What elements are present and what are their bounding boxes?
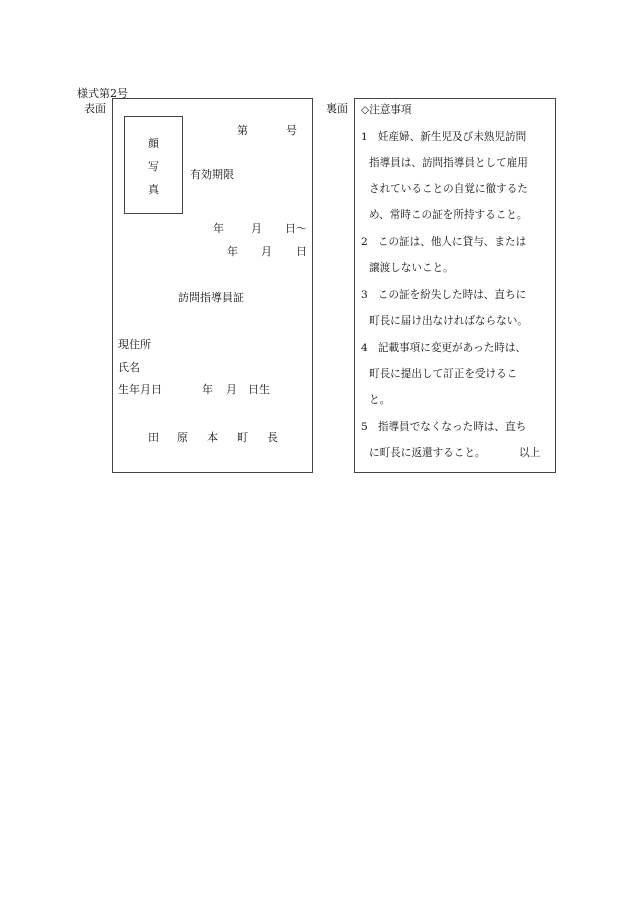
photo-char-1: 顔 <box>148 137 159 150</box>
notes-heading: ◇注意事項 <box>361 104 412 116</box>
issuer-char-3: 本 <box>207 431 218 444</box>
note-item-1 <box>361 132 526 143</box>
photo-char-2: 写 <box>148 160 159 173</box>
note-line: 町長に提出して訂正を受けるこ <box>369 368 518 380</box>
closing-mark: 以上 <box>519 447 541 459</box>
back-card <box>354 98 556 473</box>
note-line: この証を紛失した時は、直ちに <box>377 289 527 301</box>
note-line: 町長に届け出なければならない。 <box>369 315 528 327</box>
form-number: 様式第2号 <box>77 87 128 100</box>
birth-year: 年 <box>202 383 213 396</box>
birth-day: 日生 <box>248 383 270 396</box>
note-line: と。 <box>369 394 391 406</box>
issuer-char-5: 長 <box>267 431 278 444</box>
note-line: め、常時この証を所持すること。 <box>369 209 528 221</box>
back-label: 裏面 <box>326 102 348 115</box>
note-item-5 <box>361 422 526 433</box>
issuer-char-4: 町 <box>237 431 248 444</box>
note-line: に町長に返還すること。 <box>369 447 486 459</box>
note-line: されていることの自覚に徹するた <box>369 183 528 195</box>
note-line: 記載事項に変更があった時は、 <box>377 342 527 354</box>
note-line: 指導員は、訪問指導員として雇用 <box>369 157 528 169</box>
photo-char-3: 真 <box>148 183 159 196</box>
note-line: 指導員でなくなった時は、直ち <box>377 421 527 433</box>
end-day: 日 <box>296 245 307 258</box>
note-number: 3 <box>361 289 368 301</box>
birth-label: 生年月日 <box>118 383 162 396</box>
end-month: 月 <box>261 245 272 258</box>
note-number: 2 <box>361 236 368 248</box>
note-item-4 <box>361 343 526 354</box>
number-suffix: 号 <box>286 124 297 137</box>
validity-label: 有効期限 <box>190 168 234 181</box>
start-year: 年 <box>213 222 224 235</box>
issuer-char-2: 原 <box>177 431 188 444</box>
name-label: 氏名 <box>118 361 140 374</box>
note-number: 5 <box>361 421 368 433</box>
note-number: 4 <box>361 342 368 354</box>
address-label: 現住所 <box>118 338 151 351</box>
card-title: 訪問指導員証 <box>178 291 244 304</box>
end-year: 年 <box>227 245 238 258</box>
issuer-char-1: 田 <box>148 431 159 444</box>
note-item-2 <box>361 237 526 248</box>
start-day: 日～ <box>285 222 307 235</box>
note-item-3 <box>361 290 526 301</box>
number-prefix: 第 <box>237 124 248 137</box>
note-line: 譲渡しないこと。 <box>369 262 454 274</box>
start-month: 月 <box>251 222 262 235</box>
front-label: 表面 <box>84 102 106 115</box>
note-line: 妊産婦、新生児及び未熟児訪問 <box>377 131 527 143</box>
birth-month: 月 <box>226 383 237 396</box>
note-line: この証は、他人に貸与、または <box>377 236 527 248</box>
note-number: 1 <box>361 131 368 143</box>
